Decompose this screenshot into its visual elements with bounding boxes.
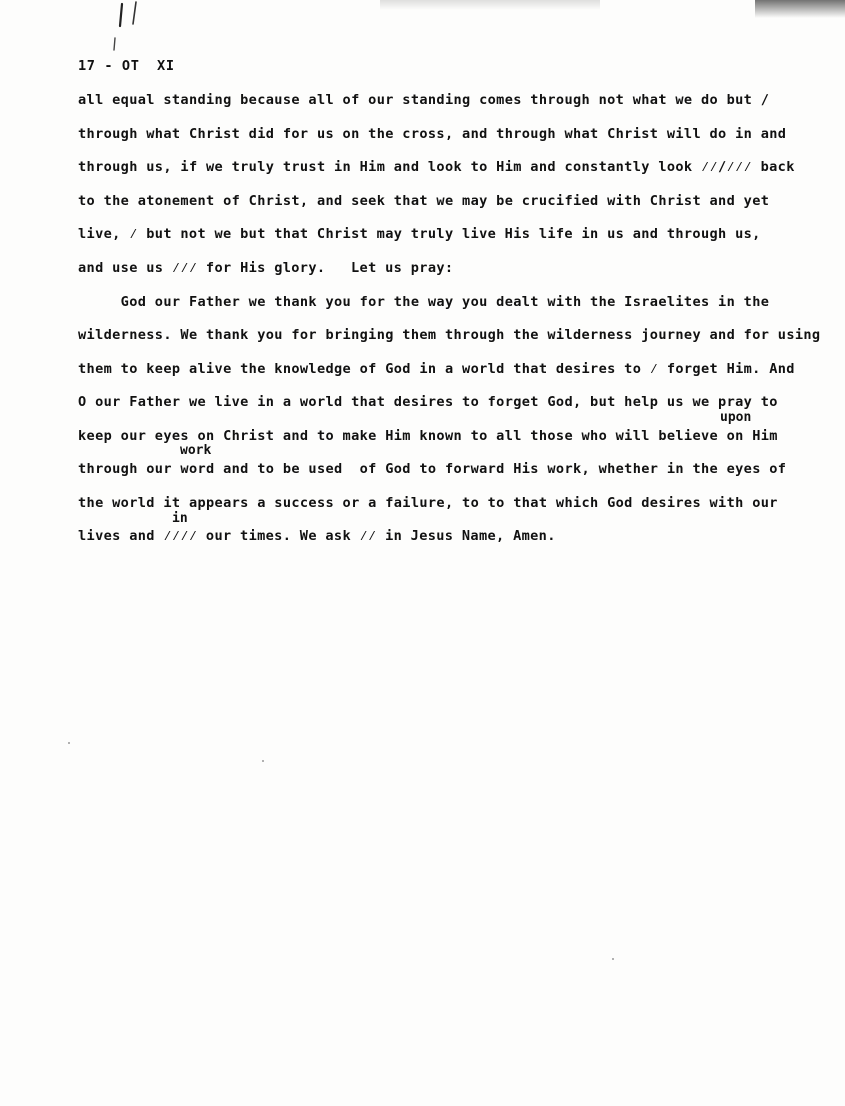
paper-speck [68, 742, 70, 744]
text-line: God our Father we thank you for the way you dealt with the Israelites in the [78, 294, 770, 310]
scan-shadow [755, 0, 845, 18]
paper-speck [262, 760, 264, 762]
text-line: to the atonement of Christ, and seek that we may be crucified with Christ and yet [78, 193, 770, 209]
text-line: through us, if we truly trust in Him and look to Him and constantly look ⁄⁄∕⁄⁄⁄ back [78, 159, 795, 175]
insertion-work: work [180, 443, 212, 458]
text-line: lives and ⁄⁄⁄⁄ our times. We ask ⁄⁄ in Jesus Name, Amen. [78, 528, 556, 544]
text-line: and use us ⁄⁄⁄ for His glory. Let us pray: [78, 260, 454, 276]
text-line: keep our eyes on Christ and to make Him known to all those who will believe on Him [78, 428, 778, 444]
pencil-mark [108, 0, 148, 55]
text-line: the world it appears a success or a failure, to to that which God desires with our [78, 495, 778, 511]
insertion-upon: upon [720, 410, 752, 425]
text-line: wilderness. We thank you for bringing them through the wilderness journey and for using [78, 327, 821, 343]
page-header: 17 - OT XI [78, 58, 175, 74]
text-line: O our Father we live in a world that desires to forget God, but help us we pray to [78, 394, 778, 410]
paper-speck [612, 958, 614, 960]
scan-shadow-top [380, 0, 600, 10]
text-line: all equal standing because all of our standing comes through not what we do but ∕ [78, 92, 770, 108]
insertion-in: in [172, 511, 188, 526]
text-line: through our word and to be used of God to forward His work, whether in the eyes of [78, 461, 787, 477]
text-line: live, ⁄ but not we but that Christ may truly live His life in us and through us, [78, 226, 761, 242]
text-line: through what Christ did for us on the cross, and through what Christ will do in and [78, 126, 787, 142]
text-line: them to keep alive the knowledge of God in a world that desires to ⁄ forget Him. And [78, 361, 795, 377]
